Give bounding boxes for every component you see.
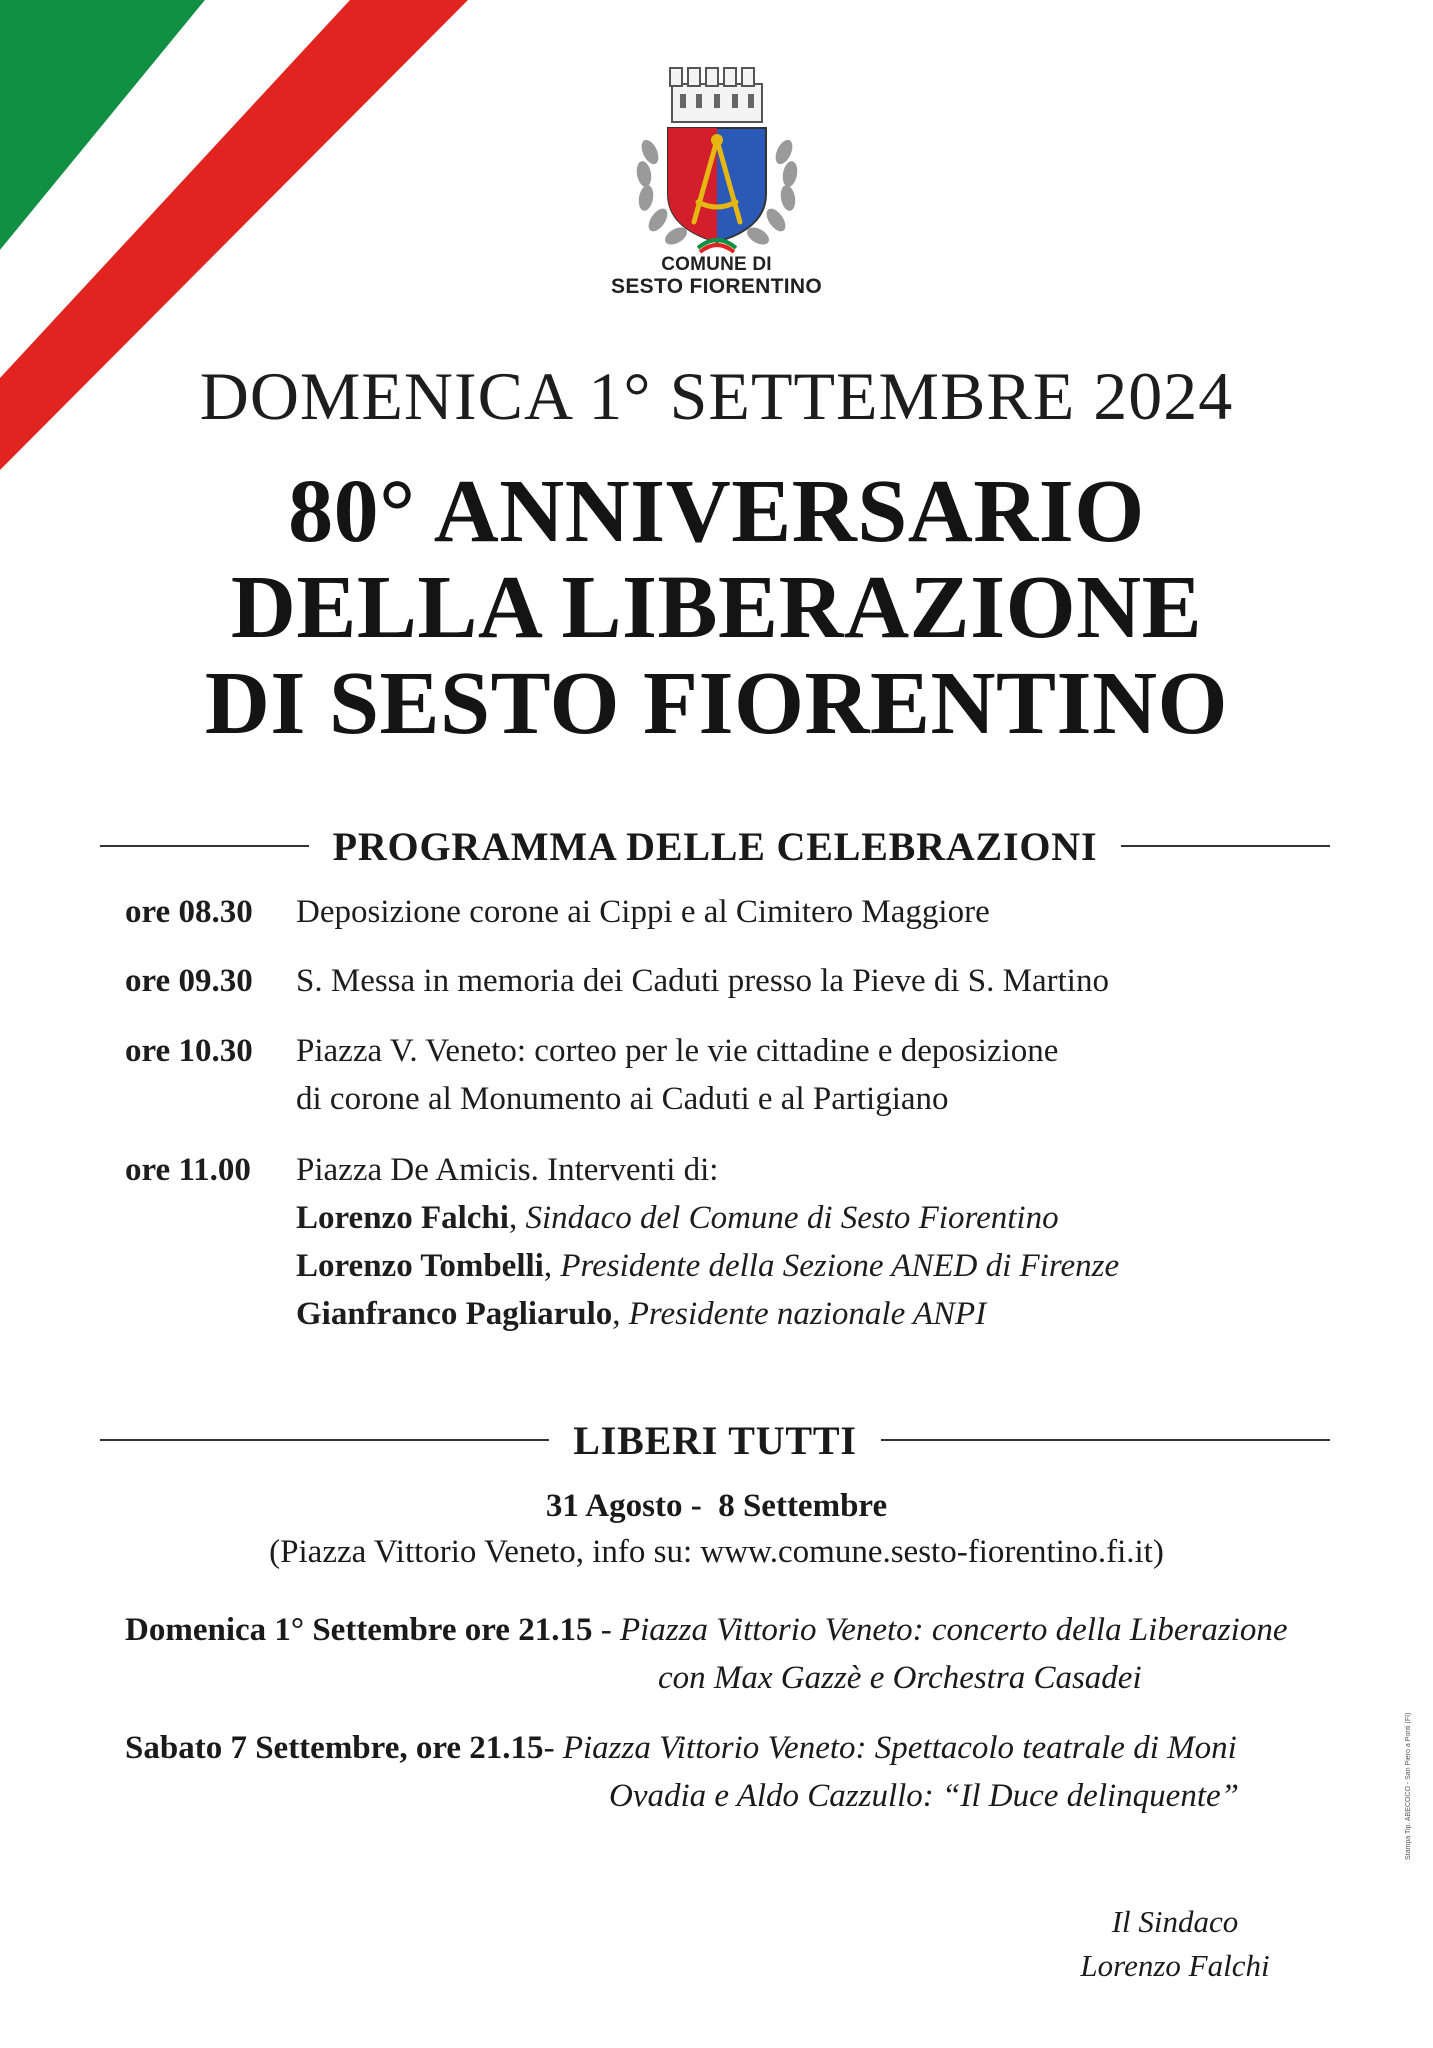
headline-line3: DI SESTO FIORENTINO — [204, 654, 1229, 753]
logo-line1: COMUNE DI — [661, 254, 772, 275]
section-liberi-tutti — [100, 1415, 1330, 1465]
program-line: di corone al Monumento ai Caduti e al Partigiano — [296, 1081, 949, 1117]
program-time: ore 09.30 — [125, 963, 253, 999]
speaker-role: Sindaco del Comune di Sesto Fiorentino — [525, 1200, 1059, 1236]
section-programma — [100, 821, 1330, 871]
speaker-line: Lorenzo Falchi, Sindaco del Comune di Sesto Fiorentino — [296, 1200, 1059, 1236]
program-desc — [296, 1027, 1326, 1123]
logo-line2: SESTO FIORENTINO — [611, 275, 822, 298]
event-sep: - — [592, 1612, 620, 1648]
program-time: ore 10.30 — [125, 1033, 253, 1069]
logo-caption — [560, 254, 873, 298]
event-continuation: Ovadia e Aldo Cazzullo: “Il Duce delinquente” — [609, 1778, 1239, 1814]
program-desc — [296, 888, 1326, 936]
printer-mark: Stampa Tip. ABECOCO - San Piero a Ponti (FI) — [1405, 1712, 1412, 1860]
headline-line2: DELLA LIBERAZIONE — [230, 558, 1203, 657]
program-desc — [296, 957, 1326, 1005]
program-desc — [296, 1146, 1326, 1338]
event-text: Piazza Vittorio Veneto: concerto della Liberazione — [619, 1612, 1288, 1648]
signature-name: Lorenzo Falchi — [1080, 1948, 1270, 1983]
evening-event — [125, 1606, 1335, 1696]
event-sep: - — [543, 1730, 563, 1766]
event-text: Piazza Vittorio Veneto: Spettacolo teatrale di Moni — [562, 1730, 1237, 1766]
event-lead: Domenica 1° Settembre ore 21.15 — [125, 1612, 593, 1648]
event-continuation: con Max Gazzè e Orchestra Casadei — [658, 1660, 1142, 1696]
speaker-name: Lorenzo Falchi — [296, 1200, 509, 1236]
signature-title: Il Sindaco — [1111, 1904, 1239, 1939]
program-line: Deposizione corone ai Cippi e al Cimitero Maggiore — [296, 894, 990, 930]
program-time: ore 08.30 — [125, 894, 253, 930]
signature — [1050, 1900, 1300, 1988]
divider-left — [100, 845, 309, 847]
section-title-liberi: LIBERI TUTTI — [573, 1417, 857, 1463]
program-line: S. Messa in memoria dei Caduti presso la Pieve di S. Martino — [296, 963, 1109, 999]
liberi-dates: 31 Agosto - 8 Settembre — [545, 1488, 888, 1524]
section-title-programma: PROGRAMMA DELLE CELEBRAZIONI — [332, 823, 1098, 869]
event-lead: Sabato 7 Settembre, ore 21.15 — [125, 1730, 544, 1766]
speaker-name: Gianfranco Pagliarulo — [296, 1296, 613, 1332]
program-time: ore 11.00 — [125, 1152, 251, 1188]
liberi-info: (Piazza Vittorio Veneto, info su: www.comune.sesto-fiorentino.fi.it) — [269, 1534, 1164, 1570]
event-first-line — [125, 1724, 1335, 1772]
speaker-name: Lorenzo Tombelli — [296, 1248, 544, 1284]
divider-right — [1121, 845, 1330, 847]
event-date-title: DOMENICA 1° SETTEMBRE 2024 — [199, 358, 1234, 434]
coat-of-arms-icon — [628, 62, 806, 262]
divider-right — [881, 1439, 1330, 1441]
program-line: Piazza De Amicis. Interventi di: — [296, 1152, 719, 1188]
speaker-role: Presidente della Sezione ANED di Firenze — [560, 1248, 1120, 1284]
divider-left — [100, 1439, 549, 1441]
speaker-role: Presidente nazionale ANPI — [628, 1296, 987, 1332]
headline-line1: 80° ANNIVERSARIO — [288, 462, 1145, 561]
evening-event — [125, 1724, 1335, 1814]
speaker-line: Gianfranco Pagliarulo, Presidente nazionale ANPI — [296, 1296, 987, 1332]
program-line: Piazza V. Veneto: corteo per le vie cittadine e deposizione — [296, 1033, 1059, 1069]
event-first-line — [125, 1606, 1335, 1654]
speaker-line: Lorenzo Tombelli, Presidente della Sezione ANED di Firenze — [296, 1248, 1120, 1284]
